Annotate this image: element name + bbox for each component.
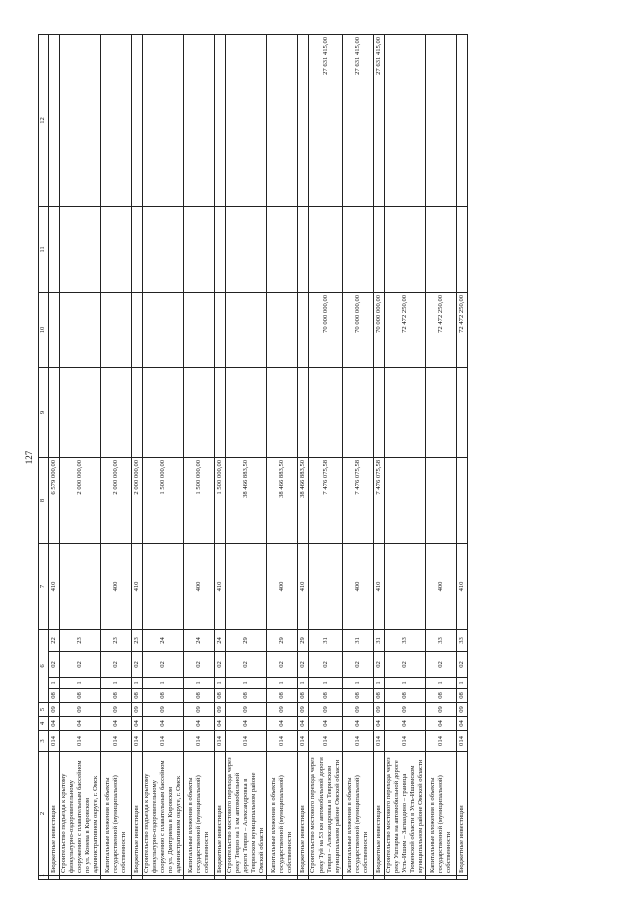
code-item: 23 xyxy=(132,629,143,651)
empty-cell xyxy=(456,876,467,880)
empty-cell xyxy=(267,876,298,880)
table-row xyxy=(49,34,60,879)
col-number: 5 xyxy=(39,703,49,717)
amount-col10 xyxy=(226,292,267,367)
code-activity: 02 xyxy=(143,652,184,678)
code-vr xyxy=(60,543,101,629)
code-item: 24 xyxy=(143,629,184,651)
amount-col9 xyxy=(309,367,342,457)
empty-cell xyxy=(226,876,267,880)
empty-cell xyxy=(132,876,143,880)
code-item: 33 xyxy=(456,629,467,651)
code-rz: 04 xyxy=(143,717,184,731)
code-activity: 02 xyxy=(267,652,298,678)
empty-cell xyxy=(215,876,226,880)
amount-col11 xyxy=(298,206,309,292)
row-name: Строительство мостового перехода через реку Тевриз на 1 км автомобильной дороги Тевриз – Александровка в Тевризском муниципальном районе Омской области xyxy=(226,752,267,876)
code-vr: 410 xyxy=(215,543,226,629)
amount-col8: 7 476 075,58 xyxy=(309,457,342,543)
code-vr xyxy=(226,543,267,629)
code-vr: 410 xyxy=(456,543,467,629)
row-name: Капитальные вложения в объекты государственной (муниципальной) собственности xyxy=(267,752,298,876)
amount-col8 xyxy=(456,457,467,543)
code-rz: 04 xyxy=(342,717,373,731)
code-subprogram: 1 xyxy=(184,678,215,689)
amount-col9 xyxy=(298,367,309,457)
row-name: Строительство подъезда к крытому физкультурно-оздоровительному сооружению с плавательным бассейном по ул. Дмитриева в Кировском административном округе, г. Омск xyxy=(143,752,184,876)
col-number: 7 xyxy=(39,543,49,629)
empty-cell xyxy=(309,876,342,880)
amount-col10 xyxy=(49,292,60,367)
code-gr: 014 xyxy=(215,731,226,752)
code-subprogram: 1 xyxy=(373,678,384,689)
budget-table xyxy=(38,34,468,880)
amount-col11 xyxy=(132,206,143,292)
empty-cell xyxy=(101,876,132,880)
table-row xyxy=(215,34,226,879)
empty-cell xyxy=(342,876,373,880)
amount-col12 xyxy=(60,34,101,206)
code-vr xyxy=(384,543,425,629)
col-number: 8 xyxy=(39,457,49,543)
amount-col12 xyxy=(456,34,467,206)
row-name: Капитальные вложения в объекты государственной (муниципальной) собственности xyxy=(342,752,373,876)
amount-col8: 38 466 883,50 xyxy=(267,457,298,543)
code-pr: 09 xyxy=(384,703,425,717)
amount-col9 xyxy=(226,367,267,457)
amount-col10 xyxy=(132,292,143,367)
amount-col10: 72 472 250,00 xyxy=(384,292,425,367)
code-activity: 02 xyxy=(60,652,101,678)
code-gr: 014 xyxy=(373,731,384,752)
amount-col9 xyxy=(215,367,226,457)
code-rz: 04 xyxy=(132,717,143,731)
amount-col12 xyxy=(298,34,309,206)
empty-cell xyxy=(60,876,101,880)
code-activity: 02 xyxy=(101,652,132,678)
amount-col11 xyxy=(215,206,226,292)
code-item: 22 xyxy=(49,629,60,651)
code-item: 23 xyxy=(60,629,101,651)
amount-col11 xyxy=(60,206,101,292)
table-row xyxy=(373,34,384,879)
amount-col10 xyxy=(267,292,298,367)
amount-col11 xyxy=(309,206,342,292)
table-row xyxy=(342,34,373,879)
code-subprogram: 1 xyxy=(143,678,184,689)
row-name: Капитальные вложения в объекты государственной (муниципальной) собственности xyxy=(101,752,132,876)
code-gr: 014 xyxy=(226,731,267,752)
amount-col8: 38 466 883,50 xyxy=(226,457,267,543)
amount-col9 xyxy=(425,367,456,457)
amount-col8 xyxy=(384,457,425,543)
code-pr: 09 xyxy=(215,703,226,717)
col-number: 1 xyxy=(39,876,49,880)
amount-col8: 6 579 000,00 xyxy=(49,457,60,543)
code-subprogram: 1 xyxy=(101,678,132,689)
code-gr: 014 xyxy=(267,731,298,752)
amount-col12 xyxy=(143,34,184,206)
code-gr: 014 xyxy=(60,731,101,752)
code-program: 08 xyxy=(132,689,143,703)
amount-col10 xyxy=(184,292,215,367)
table-row xyxy=(226,34,267,879)
amount-col10 xyxy=(143,292,184,367)
code-gr: 014 xyxy=(456,731,467,752)
amount-col10 xyxy=(101,292,132,367)
code-gr: 014 xyxy=(132,731,143,752)
col-number: 11 xyxy=(39,206,49,292)
amount-col8: 1 500 000,00 xyxy=(184,457,215,543)
amount-col10: 70 000 000,00 xyxy=(309,292,342,367)
code-program: 08 xyxy=(49,689,60,703)
code-pr: 09 xyxy=(49,703,60,717)
code-item: 33 xyxy=(425,629,456,651)
col-number: 3 xyxy=(39,731,49,752)
amount-col8 xyxy=(425,457,456,543)
amount-col8: 38 466 883,50 xyxy=(298,457,309,543)
amount-col10 xyxy=(298,292,309,367)
table-row xyxy=(267,34,298,879)
rotated-document-page xyxy=(24,35,619,880)
table-row xyxy=(425,34,456,879)
code-vr: 400 xyxy=(342,543,373,629)
code-item: 33 xyxy=(384,629,425,651)
amount-col9 xyxy=(143,367,184,457)
code-rz: 04 xyxy=(298,717,309,731)
code-gr: 014 xyxy=(49,731,60,752)
amount-col9 xyxy=(267,367,298,457)
code-pr: 09 xyxy=(373,703,384,717)
code-gr: 014 xyxy=(143,731,184,752)
table-row xyxy=(309,34,342,879)
code-subprogram: 1 xyxy=(132,678,143,689)
empty-cell xyxy=(184,876,215,880)
amount-col9 xyxy=(101,367,132,457)
row-name: Бюджетные инвестиции xyxy=(456,752,467,876)
row-name: Бюджетные инвестиции xyxy=(132,752,143,876)
amount-col10: 72 472 250,00 xyxy=(456,292,467,367)
code-vr: 410 xyxy=(49,543,60,629)
table-row xyxy=(298,34,309,879)
row-name: Капитальные вложения в объекты государственной (муниципальной) собственности xyxy=(184,752,215,876)
amount-col9 xyxy=(132,367,143,457)
code-program: 08 xyxy=(309,689,342,703)
code-activity: 02 xyxy=(49,652,60,678)
code-item: 31 xyxy=(342,629,373,651)
code-program: 08 xyxy=(226,689,267,703)
amount-col9 xyxy=(49,367,60,457)
code-pr: 09 xyxy=(60,703,101,717)
amount-col10: 72 472 250,00 xyxy=(425,292,456,367)
code-program: 08 xyxy=(342,689,373,703)
code-gr: 014 xyxy=(342,731,373,752)
amount-col11 xyxy=(267,206,298,292)
code-item: 29 xyxy=(226,629,267,651)
code-pr: 09 xyxy=(298,703,309,717)
row-name: Строительство подъезда к крытому физкультурно-оздоровительному сооружению с плавательным бассейном по ул. Конева в Кировском административном округе, г. Омск xyxy=(60,752,101,876)
code-pr: 09 xyxy=(101,703,132,717)
code-rz: 04 xyxy=(267,717,298,731)
amount-col9 xyxy=(184,367,215,457)
code-vr: 410 xyxy=(132,543,143,629)
code-program: 08 xyxy=(184,689,215,703)
code-rz: 04 xyxy=(60,717,101,731)
table-body xyxy=(49,34,468,879)
row-name: Строительство мостового перехода через реку Туй на 53 км автомобильной дороги Тевриз – Александровка в Тевризском муниципальном районе Омской области xyxy=(309,752,342,876)
code-pr: 09 xyxy=(267,703,298,717)
code-item: 29 xyxy=(298,629,309,651)
code-item: 24 xyxy=(184,629,215,651)
code-gr: 014 xyxy=(101,731,132,752)
code-pr: 09 xyxy=(456,703,467,717)
amount-col11 xyxy=(184,206,215,292)
code-activity: 02 xyxy=(456,652,467,678)
amount-col11 xyxy=(342,206,373,292)
code-gr: 014 xyxy=(309,731,342,752)
code-pr: 09 xyxy=(342,703,373,717)
amount-col8: 2 000 000,00 xyxy=(132,457,143,543)
amount-col8: 7 476 075,58 xyxy=(342,457,373,543)
amount-col11 xyxy=(226,206,267,292)
code-program: 08 xyxy=(384,689,425,703)
code-subprogram: 1 xyxy=(298,678,309,689)
code-rz: 04 xyxy=(373,717,384,731)
amount-col12 xyxy=(215,34,226,206)
code-rz: 04 xyxy=(101,717,132,731)
amount-col12 xyxy=(49,34,60,206)
code-activity: 02 xyxy=(342,652,373,678)
code-vr: 400 xyxy=(101,543,132,629)
table-row xyxy=(456,34,467,879)
row-name: Бюджетные инвестиции xyxy=(215,752,226,876)
code-item: 24 xyxy=(215,629,226,651)
code-program: 08 xyxy=(456,689,467,703)
code-pr: 09 xyxy=(143,703,184,717)
code-subprogram: 1 xyxy=(49,678,60,689)
code-vr: 410 xyxy=(298,543,309,629)
code-gr: 014 xyxy=(184,731,215,752)
code-pr: 09 xyxy=(226,703,267,717)
amount-col8: 7 476 075,58 xyxy=(373,457,384,543)
code-subprogram: 1 xyxy=(309,678,342,689)
code-program: 08 xyxy=(143,689,184,703)
code-program: 08 xyxy=(215,689,226,703)
amount-col11 xyxy=(425,206,456,292)
table-row xyxy=(132,34,143,879)
empty-cell xyxy=(298,876,309,880)
empty-cell xyxy=(384,876,425,880)
amount-col12 xyxy=(226,34,267,206)
code-activity: 02 xyxy=(373,652,384,678)
amount-col8: 1 500 000,00 xyxy=(143,457,184,543)
code-pr: 09 xyxy=(132,703,143,717)
code-activity: 02 xyxy=(215,652,226,678)
table-row xyxy=(184,34,215,879)
amount-col12: 27 631 415,00 xyxy=(373,34,384,206)
code-vr xyxy=(143,543,184,629)
amount-col9 xyxy=(373,367,384,457)
amount-col10: 70 000 000,00 xyxy=(373,292,384,367)
amount-col12 xyxy=(384,34,425,206)
amount-col11 xyxy=(456,206,467,292)
code-subprogram: 1 xyxy=(342,678,373,689)
code-subprogram: 1 xyxy=(226,678,267,689)
code-program: 08 xyxy=(373,689,384,703)
code-rz: 04 xyxy=(425,717,456,731)
code-rz: 04 xyxy=(309,717,342,731)
row-name: Строительство мостового перехода через реку Уштарма на автомобильной дороге Усть-Ишим – Загваздино – граница Тюменской области в Усть-Ишимском муниципальном районе Омской области xyxy=(384,752,425,876)
code-vr: 400 xyxy=(425,543,456,629)
code-activity: 02 xyxy=(425,652,456,678)
col-number: 2 xyxy=(39,752,49,876)
code-item: 31 xyxy=(373,629,384,651)
amount-col11 xyxy=(49,206,60,292)
amount-col12 xyxy=(425,34,456,206)
code-pr: 09 xyxy=(184,703,215,717)
amount-col9 xyxy=(456,367,467,457)
code-rz: 04 xyxy=(384,717,425,731)
amount-col11 xyxy=(373,206,384,292)
amount-col11 xyxy=(101,206,132,292)
amount-col12 xyxy=(184,34,215,206)
code-pr: 09 xyxy=(309,703,342,717)
empty-cell xyxy=(373,876,384,880)
code-activity: 02 xyxy=(226,652,267,678)
code-program: 08 xyxy=(60,689,101,703)
code-item: 29 xyxy=(267,629,298,651)
amount-col12: 27 631 415,00 xyxy=(342,34,373,206)
code-subprogram: 1 xyxy=(267,678,298,689)
amount-col12 xyxy=(101,34,132,206)
code-activity: 02 xyxy=(298,652,309,678)
code-gr: 014 xyxy=(298,731,309,752)
amount-col11 xyxy=(384,206,425,292)
code-activity: 02 xyxy=(184,652,215,678)
code-vr: 410 xyxy=(373,543,384,629)
amount-col10: 70 000 000,00 xyxy=(342,292,373,367)
amount-col9 xyxy=(60,367,101,457)
code-subprogram: 1 xyxy=(384,678,425,689)
code-program: 08 xyxy=(267,689,298,703)
col-number: 10 xyxy=(39,292,49,367)
table-row xyxy=(143,34,184,879)
empty-cell xyxy=(425,876,456,880)
code-program: 08 xyxy=(425,689,456,703)
code-subprogram: 1 xyxy=(456,678,467,689)
code-vr: 400 xyxy=(267,543,298,629)
code-activity: 02 xyxy=(384,652,425,678)
code-program: 08 xyxy=(101,689,132,703)
amount-col12: 27 631 415,00 xyxy=(309,34,342,206)
amount-col9 xyxy=(342,367,373,457)
table-row xyxy=(60,34,101,879)
amount-col8: 1 500 000,00 xyxy=(215,457,226,543)
code-item: 23 xyxy=(101,629,132,651)
code-rz: 04 xyxy=(456,717,467,731)
amount-col10 xyxy=(215,292,226,367)
amount-col10 xyxy=(60,292,101,367)
row-name: Бюджетные инвестиции xyxy=(373,752,384,876)
row-name: Бюджетные инвестиции xyxy=(298,752,309,876)
code-rz: 04 xyxy=(184,717,215,731)
code-activity: 02 xyxy=(132,652,143,678)
table-row xyxy=(101,34,132,879)
code-subprogram: 1 xyxy=(215,678,226,689)
code-rz: 04 xyxy=(226,717,267,731)
code-rz: 04 xyxy=(215,717,226,731)
page-number: 127 xyxy=(24,450,34,465)
code-rz: 04 xyxy=(49,717,60,731)
amount-col9 xyxy=(384,367,425,457)
empty-cell xyxy=(49,876,60,880)
col-number: 4 xyxy=(39,717,49,731)
code-subprogram: 1 xyxy=(60,678,101,689)
code-vr: 400 xyxy=(184,543,215,629)
code-activity: 02 xyxy=(309,652,342,678)
code-program: 08 xyxy=(298,689,309,703)
code-gr: 014 xyxy=(384,731,425,752)
amount-col12 xyxy=(267,34,298,206)
code-pr: 09 xyxy=(425,703,456,717)
code-vr xyxy=(309,543,342,629)
code-item: 31 xyxy=(309,629,342,651)
code-subprogram: 1 xyxy=(425,678,456,689)
row-name: Бюджетные инвестиции xyxy=(49,752,60,876)
col-number: 9 xyxy=(39,367,49,457)
column-number-row xyxy=(39,34,49,879)
amount-col8: 2 000 000,00 xyxy=(60,457,101,543)
table-row xyxy=(384,34,425,879)
amount-col8: 2 000 000,00 xyxy=(101,457,132,543)
row-name: Капитальные вложения в объекты государственной (муниципальной) собственности xyxy=(425,752,456,876)
col-number: 12 xyxy=(39,34,49,206)
col-number: 6 xyxy=(39,629,49,702)
amount-col11 xyxy=(143,206,184,292)
empty-cell xyxy=(143,876,184,880)
code-gr: 014 xyxy=(425,731,456,752)
amount-col12 xyxy=(132,34,143,206)
